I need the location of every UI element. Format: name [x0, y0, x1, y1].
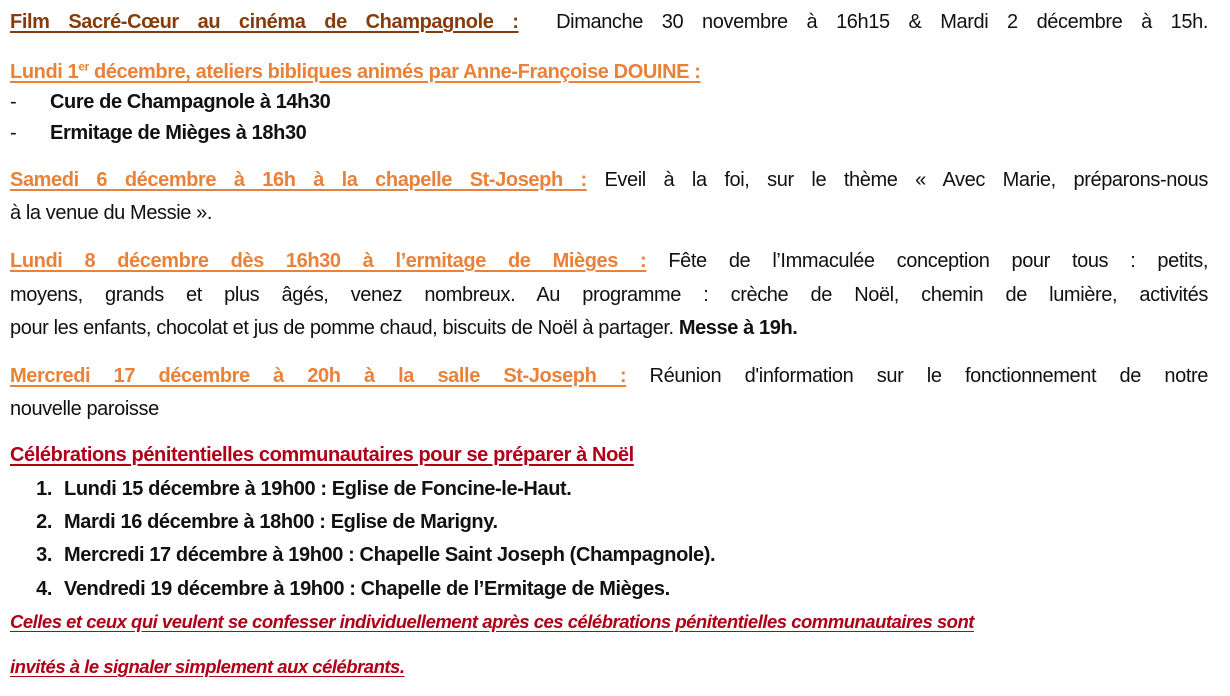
immaculee-line2: moyens, grands et plus âgés, venez nombreux. Au programme : crèche de Noël, chemin de lumière, activités	[10, 284, 1208, 306]
immaculee-line1	[10, 249, 1208, 273]
list-item-text: Lundi 15 décembre à 19h00 : Eglise de Foncine-le-Haut.	[64, 478, 572, 500]
immaculee-text3: pour les enfants, chocolat et jus de pomme chaud, biscuits de Noël à partager.	[10, 317, 674, 339]
ateliers-title-sup: er	[78, 59, 89, 74]
confession-note-line2	[10, 655, 404, 679]
list-item	[10, 510, 498, 534]
eveil-text: Eveil à la foi, sur le thème « Avec Marie, préparons-nous	[604, 169, 1208, 191]
immaculee-line3	[10, 316, 797, 340]
film-line	[10, 10, 1208, 34]
list-item-text: Vendredi 19 décembre à 19h00 : Chapelle de l’Ermitage de Mièges.	[64, 578, 670, 600]
reunion-text: Réunion d'information sur le fonctionnement de notre	[649, 365, 1208, 387]
bullet: -	[10, 122, 17, 144]
list-item	[10, 121, 306, 145]
list-item	[10, 90, 330, 114]
ateliers-title	[10, 60, 701, 84]
list-item-text: Ermitage de Mièges à 18h30	[50, 122, 307, 144]
immaculee-title: Lundi 8 décembre dès 16h30 à l’ermitage de Mièges :	[10, 250, 647, 272]
bullet: -	[10, 91, 17, 113]
list-number: 4.	[36, 578, 52, 600]
confession-note-text2: invités à le signaler simplement aux célébrants.	[10, 656, 405, 677]
messe-time: Messe à 19h.	[678, 317, 798, 339]
film-text: Dimanche 30 novembre à 16h15 & Mardi 2 décembre à 15h.	[556, 11, 1208, 33]
eveil-line1	[10, 168, 1208, 192]
eveil-title: Samedi 6 décembre à 16h à la chapelle St-Joseph :	[10, 169, 587, 191]
reunion-line1	[10, 364, 1208, 388]
reunion-line2: nouvelle paroisse	[10, 398, 159, 420]
celebrations-title-text: Célébrations pénitentielles communautaires pour se préparer à Noël	[10, 444, 634, 466]
list-item	[10, 577, 670, 601]
film-title: Film Sacré-Cœur au cinéma de Champagnole :	[10, 11, 519, 33]
list-item	[10, 543, 715, 567]
list-item-text: Mercredi 17 décembre à 19h00 : Chapelle Saint Joseph (Champagnole).	[64, 544, 716, 566]
list-number: 3.	[36, 544, 52, 566]
celebrations-title	[10, 443, 634, 467]
list-item-text: Mardi 16 décembre à 18h00 : Eglise de Marigny.	[64, 511, 498, 533]
ateliers-title-b: décembre, ateliers bibliques animés par Anne-Françoise DOUINE :	[88, 61, 701, 83]
list-number: 1.	[36, 478, 52, 500]
reunion-title: Mercredi 17 décembre à 20h à la salle St-Joseph :	[10, 365, 627, 387]
list-item	[10, 477, 571, 501]
ateliers-title-a: Lundi 1	[10, 61, 79, 83]
immaculee-text: Fête de l’Immaculée conception pour tous : petits,	[668, 250, 1208, 272]
eveil-line2: à la venue du Messie ».	[10, 202, 213, 224]
confession-note-line1	[10, 610, 974, 634]
list-item-text: Cure de Champagnole à 14h30	[50, 91, 331, 113]
list-number: 2.	[36, 511, 52, 533]
confession-note-text1: Celles et ceux qui veulent se confesser individuellement après ces célébrations pénitentielles communautaires sont	[10, 611, 974, 632]
